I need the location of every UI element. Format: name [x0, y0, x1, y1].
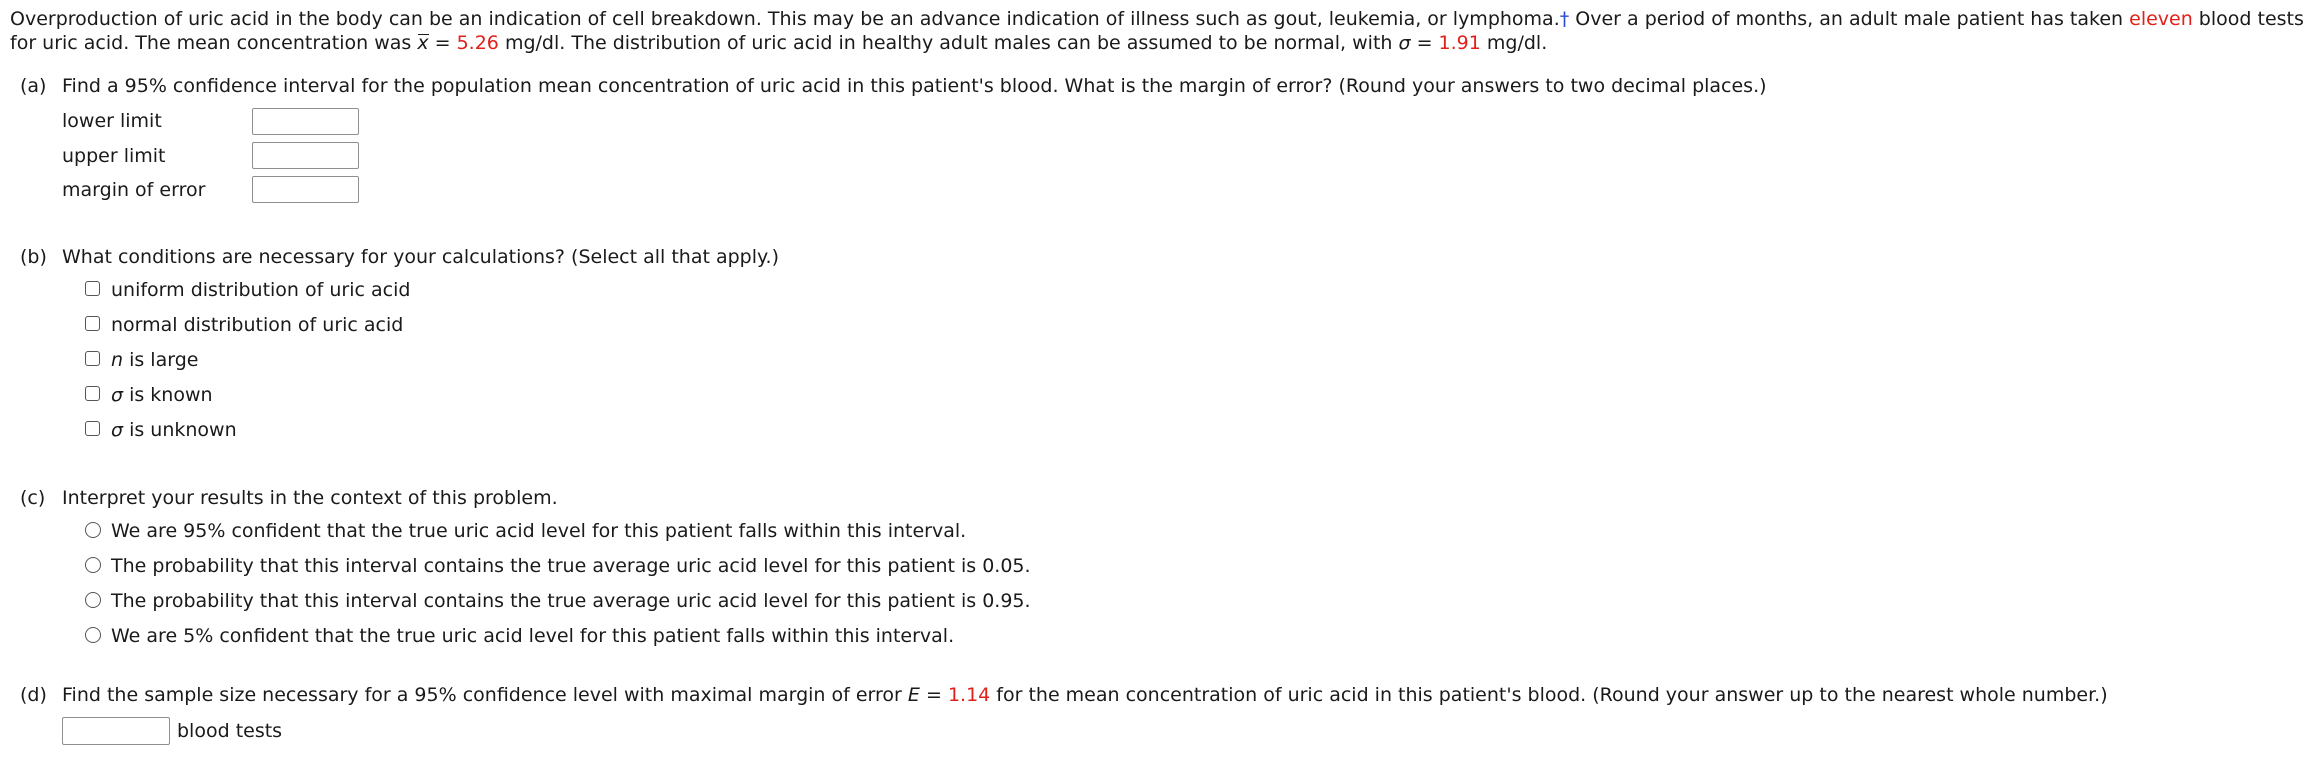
part-c-question: Interpret your results in the context of this problem.: [62, 487, 558, 509]
radio-5-confident[interactable]: [85, 627, 101, 643]
part-b-label: (b): [20, 246, 47, 268]
footnote-dagger-link[interactable]: †: [1559, 8, 1570, 30]
part-c-label: (c): [20, 487, 46, 509]
max-error-value: 1.14: [947, 684, 991, 706]
part-b-question: What conditions are necessary for your calculations? (Select all that apply.): [62, 246, 779, 268]
part-d-label: (d): [20, 684, 47, 706]
option-sigma-unknown: σ is unknown: [111, 419, 237, 441]
radio-probability-005[interactable]: [85, 557, 101, 573]
sigma-symbol: σ: [1398, 32, 1411, 54]
option-95-confident: We are 95% confident that the true uric acid level for this patient falls within this interval.: [111, 520, 967, 542]
part-a-label: (a): [20, 75, 47, 97]
option-probability-095: The probability that this interval contains the true average uric acid level for this patient is 0.95.: [111, 590, 1031, 612]
margin-of-error-label: margin of error: [62, 179, 206, 201]
equals-sign-1: =: [428, 32, 457, 54]
sample-count-value: eleven: [2129, 8, 2193, 30]
sigma-value: 1.91: [1438, 32, 1481, 54]
checkbox-sigma-known[interactable]: [85, 386, 100, 401]
part-d-question: [62, 684, 2108, 706]
option-uniform-distribution: uniform distribution of uric acid: [111, 279, 411, 301]
intro-text-1b: Over a period of months, an adult male patient has taken: [1569, 8, 2130, 30]
lower-limit-label: lower limit: [62, 110, 162, 132]
checkbox-n-is-large[interactable]: [85, 351, 100, 366]
xbar-symbol: x: [417, 32, 429, 54]
sample-mean-value: 5.26: [456, 32, 499, 54]
intro-text-2a: for uric acid. The mean concentration was: [10, 32, 418, 54]
n-symbol: n: [111, 349, 124, 371]
upper-limit-label: upper limit: [62, 145, 166, 167]
equals-sign-2: =: [1410, 32, 1439, 54]
option-n-is-large: n is large: [111, 349, 199, 371]
option-sigma-known: σ is known: [111, 384, 213, 406]
radio-95-confident[interactable]: [85, 522, 101, 538]
part-d-text-a: Find the sample size necessary for a 95% confidence level with maximal margin of error: [62, 684, 908, 706]
sigma-symbol-unknown: σ: [111, 419, 124, 441]
option-normal-distribution: normal distribution of uric acid: [111, 314, 404, 336]
intro-line-1: [10, 8, 2304, 30]
radio-probability-095[interactable]: [85, 592, 101, 608]
e-symbol: E: [907, 684, 920, 706]
intro-text-1a: Overproduction of uric acid in the body can be an indication of cell breakdown. This may be an advance indication of illness such as gout, leukemia, or lymphoma.: [10, 8, 1560, 30]
blood-tests-unit: blood tests: [177, 720, 283, 742]
checkbox-sigma-unknown[interactable]: [85, 421, 100, 436]
option-5-confident: We are 5% confident that the true uric acid level for this patient falls within this interval.: [111, 625, 955, 647]
option-probability-005: The probability that this interval contains the true average uric acid level for this patient is 0.05.: [111, 555, 1031, 577]
sigma-symbol-known: σ: [111, 384, 124, 406]
checkbox-uniform-distribution[interactable]: [85, 281, 100, 296]
upper-limit-input[interactable]: [252, 142, 359, 169]
intro-line-2: [10, 32, 1547, 54]
equals-sign-3: =: [919, 684, 948, 706]
intro-text-2c: mg/dl.: [1480, 32, 1548, 54]
sample-size-input[interactable]: [62, 717, 170, 745]
part-d-text-b: for the mean concentration of uric acid in this patient's blood. (Round your answer up to the nearest whole number.): [990, 684, 2108, 706]
part-a-question: Find a 95% confidence interval for the population mean concentration of uric acid in this patient's blood. What is the margin of error? (Round your answers to two decimal places.): [62, 75, 1767, 97]
checkbox-normal-distribution[interactable]: [85, 316, 100, 331]
intro-text-1c: blood tests: [2192, 8, 2304, 30]
lower-limit-input[interactable]: [252, 108, 359, 135]
intro-text-2b: mg/dl. The distribution of uric acid in healthy adult males can be assumed to be normal, with: [498, 32, 1399, 54]
margin-of-error-input[interactable]: [252, 176, 359, 203]
